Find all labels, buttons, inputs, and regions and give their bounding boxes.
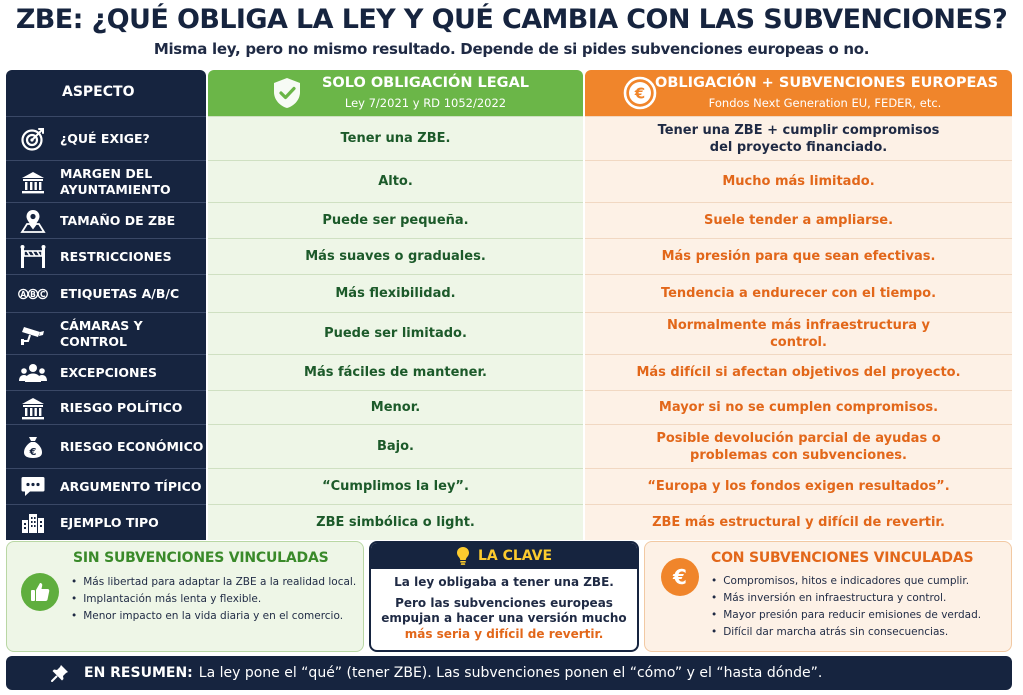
con-subvenciones-title: CON SUBVENCIONES VINCULADAS — [711, 550, 974, 566]
euro-coin-icon — [623, 76, 657, 110]
list-item: • Más libertad para adaptar la ZBE a la realidad local. — [71, 574, 356, 591]
la-clave-line2: Pero las subvenciones europeas — [395, 595, 613, 610]
eu-cell: Mayor si no se cumplen compromisos. — [585, 390, 1012, 424]
sin-subvenciones-list — [71, 574, 356, 625]
aspect-cell — [6, 202, 206, 238]
svg-text:B: B — [30, 289, 36, 299]
abc-labels-icon — [18, 281, 48, 307]
legal-cell: Más flexibilidad. — [208, 274, 583, 312]
aspect-cell — [6, 274, 206, 312]
eu-cell: Posible devolución parcial de ayudas o problemas con subvenciones. — [585, 424, 1012, 468]
aspect-cell — [6, 238, 206, 274]
aspect-label: ¿QUÉ EXIGE? — [60, 130, 150, 146]
table-row — [6, 354, 1012, 390]
aspect-cell — [6, 312, 206, 354]
la-clave-line4: más seria y difícil de revertir. — [404, 626, 604, 641]
eu-cell: Más presión para que sean efectivas. — [585, 238, 1012, 274]
table-row — [6, 390, 1012, 424]
comparison-table — [6, 70, 1012, 537]
legal-cell: Más suaves o graduales. — [208, 238, 583, 274]
legal-cell: “Cumplimos la ley”. — [208, 468, 583, 504]
camera-icon — [18, 321, 48, 347]
legal-cell: Puede ser pequeña. — [208, 202, 583, 238]
legal-cell: Más fáciles de mantener. — [208, 354, 583, 390]
aspect-label: CÁMARAS Y CONTROL — [60, 317, 143, 349]
header-legal-subtitle: Ley 7/2021 y RD 1052/2022 — [344, 96, 507, 110]
pin-icon — [50, 663, 70, 683]
eu-cell: Mucho más limitado. — [585, 160, 1012, 202]
government-building-icon — [18, 395, 48, 421]
thumbs-up-icon — [21, 573, 59, 611]
table-row — [6, 468, 1012, 504]
header-eu-subtitle: Fondos Next Generation EU, FEDER, etc. — [708, 96, 942, 110]
eu-cell: “Europa y los fondos exigen resultados”. — [585, 468, 1012, 504]
aspect-cell — [6, 504, 206, 540]
list-item: • Implantación más lenta y flexible. — [71, 591, 356, 608]
aspect-cell — [6, 468, 206, 504]
la-clave-line3: empujan a hacer una versión mucho — [381, 611, 627, 625]
table-row — [6, 116, 1012, 160]
legal-cell: Puede ser limitado. — [208, 312, 583, 354]
page-title: ZBE: ¿QUÉ OBLIGA LA LEY Y QUÉ CAMBIA CON LAS SUBVENCIONES? — [15, 4, 1008, 35]
people-icon — [18, 360, 48, 386]
aspect-label: RESTRICCIONES — [60, 248, 172, 264]
table-row — [6, 312, 1012, 354]
svg-text:€: € — [634, 84, 646, 103]
target-icon — [18, 126, 48, 152]
euro-icon — [661, 558, 699, 596]
aspect-label: RIESGO ECONÓMICO — [60, 438, 204, 454]
shield-check-icon — [270, 76, 304, 110]
aspect-cell — [6, 390, 206, 424]
table-row — [6, 274, 1012, 312]
list-item: • Menor impacto en la vida diaria y en el comercio. — [71, 608, 356, 625]
speech-bubble-icon — [18, 474, 48, 500]
con-subvenciones-list — [711, 573, 981, 641]
la-clave-box — [369, 541, 639, 652]
table-row — [6, 424, 1012, 468]
city-icon — [18, 510, 48, 536]
aspect-label: EJEMPLO TIPO — [60, 514, 159, 530]
map-pin-icon — [18, 208, 48, 234]
page-subtitle: Misma ley, pero no mismo resultado. Depende de si pides subvenciones europeas o no. — [153, 40, 870, 58]
list-item: • Mayor presión para reducir emisiones de verdad. — [711, 607, 981, 624]
header-eu — [585, 70, 1012, 116]
legal-cell: Tener una ZBE. — [208, 116, 583, 160]
aspect-label: RIESGO POLÍTICO — [60, 399, 183, 415]
header-aspect — [6, 70, 206, 116]
summary-label: EN RESUMEN: — [84, 665, 193, 681]
header-aspect-label: ASPECTO — [62, 84, 135, 100]
svg-text:A: A — [20, 289, 27, 299]
barrier-icon — [18, 244, 48, 270]
header-eu-title: OBLIGACIÓN + SUBVENCIONES EUROPEAS — [655, 75, 999, 91]
summary-text: La ley pone el “qué” (tener ZBE). Las subvenciones ponen el “cómo” y el “hasta dónde”. — [198, 665, 823, 681]
aspect-cell — [6, 160, 206, 202]
money-bag-icon — [18, 434, 48, 460]
table-row — [6, 504, 1012, 540]
aspect-label: TAMAÑO DE ZBE — [60, 212, 176, 228]
legal-cell: ZBE simbólica o light. — [208, 504, 583, 540]
aspect-label: MARGEN DEL AYUNTAMIENTO — [60, 165, 171, 197]
header-legal-title: SOLO OBLIGACIÓN LEGAL — [321, 75, 530, 91]
svg-text:€: € — [673, 565, 687, 589]
legal-cell: Alto. — [208, 160, 583, 202]
legal-cell: Menor. — [208, 390, 583, 424]
town-hall-icon — [18, 169, 48, 195]
aspect-label: ETIQUETAS A/B/C — [60, 285, 180, 301]
la-clave-header — [371, 543, 637, 569]
aspect-label: ARGUMENTO TÍPICO — [60, 478, 202, 494]
aspect-cell — [6, 424, 206, 468]
la-clave-line1: La ley obligaba a tener una ZBE. — [394, 575, 614, 589]
eu-cell: Más difícil si afectan objetivos del proyecto. — [585, 354, 1012, 390]
svg-text:C: C — [39, 289, 46, 299]
svg-text:€: € — [29, 446, 37, 458]
sin-subvenciones-box — [6, 541, 364, 652]
aspect-cell — [6, 116, 206, 160]
eu-cell: Normalmente más infraestructura y control. — [585, 312, 1012, 354]
eu-cell: ZBE más estructural y difícil de revertir. — [585, 504, 1012, 540]
header-legal — [208, 70, 583, 116]
la-clave-title: LA CLAVE — [477, 548, 553, 564]
table-row — [6, 160, 1012, 202]
sin-subvenciones-title: SIN SUBVENCIONES VINCULADAS — [73, 550, 329, 566]
aspect-cell — [6, 354, 206, 390]
con-subvenciones-box — [644, 541, 1012, 652]
summary-footer — [6, 656, 1012, 690]
eu-cell: Suele tender a ampliarse. — [585, 202, 1012, 238]
eu-cell: Tener una ZBE + cumplir compromisos del proyecto financiado. — [585, 116, 1012, 160]
table-row — [6, 202, 1012, 238]
eu-cell: Tendencia a endurecer con el tiempo. — [585, 274, 1012, 312]
lightbulb-icon — [456, 546, 470, 566]
la-clave-text — [371, 575, 637, 642]
list-item: • Compromisos, hitos e indicadores que cumplir. — [711, 573, 981, 590]
table-row — [6, 238, 1012, 274]
legal-cell: Bajo. — [208, 424, 583, 468]
list-item: • Difícil dar marcha atrás sin consecuencias. — [711, 624, 981, 641]
aspect-label: EXCEPCIONES — [60, 364, 158, 380]
list-item: • Más inversión en infraestructura y control. — [711, 590, 981, 607]
